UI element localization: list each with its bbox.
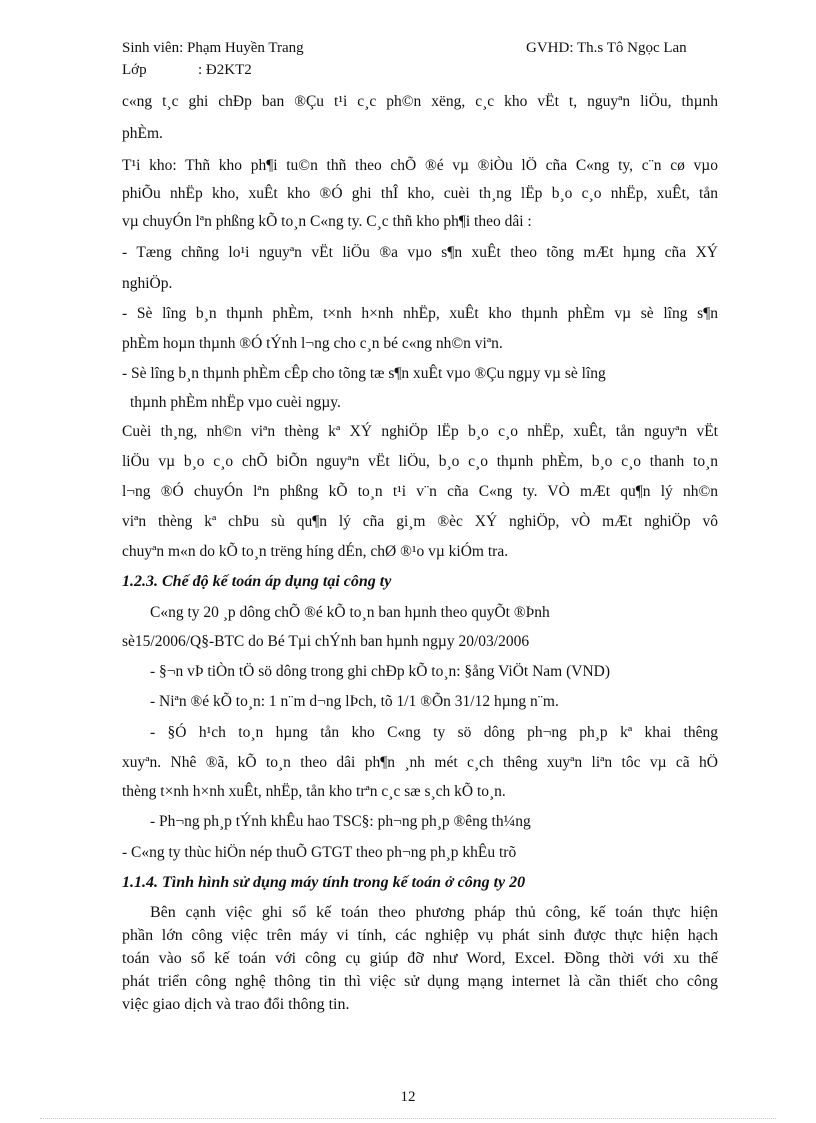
body-line: phiÕu nhËp kho, xuÊt kho ®Ó ghi thÎ kho, cuèi th¸ng lËp b¸o c¸o nhËp, xuÊt, tån — [122, 185, 718, 202]
header-student: Sinh viên: Phạm Huyền Trang — [122, 40, 304, 56]
header-class-value: : Đ2KT2 — [198, 62, 252, 78]
body-line: sè15/2006/Q§-BTC do Bé Tµi chÝnh ban hµnh ngµy 20/03/2006 — [122, 633, 530, 650]
body-line: c«ng t¸c ghi chÐp ban ®Çu t¹i c¸c ph©n xëng, c¸c kho vËt t, nguyªn liÖu, thµnh — [122, 93, 718, 110]
body-line: chuyªn m«n do kÕ to¸n trëng híng dÉn, chØ ®¹o vµ kiÓm tra. — [122, 543, 509, 560]
page-bottom-divider — [40, 1118, 776, 1119]
body-line: phát triển công nghệ thông tin thì việc sử dụng mạng internet là cần thiết cho công — [122, 973, 718, 990]
body-line: Cuèi th¸ng, nh©n viªn thèng kª XÝ nghiÖp lËp b¸o c¸o nhËp, xuÊt, tån nguyªn vËt — [122, 423, 718, 440]
body-line: - §¬n vÞ tiÒn tÖ sö dông trong ghi chÐp kÕ to¸n: §ång ViÖt Nam (VND) — [150, 663, 611, 680]
body-line: liÖu vµ b¸o c¸o chÕ biÕn nguyªn vËt liÖu, b¸o c¸o thµnh phÈm, b¸o c¸o thanh to¸n — [122, 453, 718, 470]
body-line: việc giao dịch và trao đổi thông tin. — [122, 996, 350, 1013]
header-supervisor: GVHD: Th.s Tô Ngọc Lan — [526, 40, 687, 56]
section-heading-1-1-4: 1.1.4. Tình hình sử dụng máy tính trong kế toán ở công ty 20 — [122, 874, 526, 891]
body-line: viªn thèng kª chÞu sù qu¶n lý cña gi¸m ®èc XÝ nghiÖp, vÒ mÆt nghiÖp vô — [122, 513, 718, 530]
body-line: T¹i kho: Thñ kho ph¶i tu©n thñ theo chÕ ®é vµ ®iÒu lÖ cña C«ng ty, c¨n cø vµo — [122, 157, 718, 174]
body-line: - Tæng chñng lo¹i nguyªn vËt liÖu ®a vµo s¶n xuÊt theo tõng mÆt hµng cña XÝ — [122, 244, 718, 261]
body-line: Bên cạnh việc ghi sổ kế toán theo phương pháp thủ công, kế toán thực hiện — [150, 904, 718, 921]
body-line: - §Ó h¹ch to¸n hµng tån kho C«ng ty sö dông ph¬ng ph¸p kª khai thêng — [150, 724, 718, 741]
body-line: phÈm hoµn thµnh ®Ó tÝnh l¬ng cho c¸n bé c«ng nh©n viªn. — [122, 335, 503, 352]
body-line: - Sè lîng b¸n thµnh phÈm cÊp cho tõng tæ s¶n xuÊt vµo ®Çu ngµy vµ sè lîng — [122, 365, 606, 382]
page-number: 12 — [400, 1089, 416, 1105]
body-line: - C«ng ty thùc hiÖn nép thuÕ GTGT theo ph¬ng ph¸p khÊu trõ — [122, 844, 517, 861]
body-line: phÈm. — [122, 125, 163, 142]
body-line: thµnh phÈm nhËp vµo cuèi ngµy. — [130, 394, 341, 411]
section-heading-1-2-3: 1.2.3. Chế độ kế toán áp dụng tại công ty — [122, 573, 392, 590]
body-line: phần lớn công việc trên máy vi tính, các nghiệp vụ phát sinh được thực hiện hạch — [122, 927, 718, 944]
body-line: vµ chuyÓn lªn phßng kÕ to¸n C«ng ty. C¸c thñ kho ph¶i theo dâi : — [122, 213, 532, 230]
body-line: - Niªn ®é kÕ to¸n: 1 n¨m d¬ng lÞch, tõ 1/1 ®Õn 31/12 hµng n¨m. — [150, 693, 559, 710]
body-line: thèng t×nh h×nh xuÊt, nhËp, tån kho trªn c¸c sæ s¸ch kÕ to¸n. — [122, 783, 506, 800]
body-line: nghiÖp. — [122, 275, 173, 292]
body-line: - Sè lîng b¸n thµnh phÈm, t×nh h×nh nhËp, xuÊt kho thµnh phÈm vµ sè lîng s¶n — [122, 305, 718, 322]
body-line: C«ng ty 20 ¸p dông chÕ ®é kÕ to¸n ban hµnh theo quyÕt ®Þnh — [150, 604, 550, 621]
body-line: xuyªn. Nhê ®ã, kÕ to¸n theo dâi ph¶n ¸nh mét c¸ch thêng xuyªn liªn tôc vµ cã hÖ — [122, 754, 718, 771]
header-class-label: Lớp — [122, 62, 147, 78]
body-line: - Ph¬ng ph¸p tÝnh khÊu hao TSC§: ph¬ng ph¸p ®êng th¼ng — [150, 813, 531, 830]
body-line: toán vào sổ kế toán với công cụ giúp đỡ như Word, Excel. Đồng thời với xu thế — [122, 950, 718, 967]
body-line: l¬ng ®Ó chuyÓn lªn phßng kÕ to¸n t¹i v¨n cña C«ng ty. VÒ mÆt qu¶n lý nh©n — [122, 483, 718, 500]
